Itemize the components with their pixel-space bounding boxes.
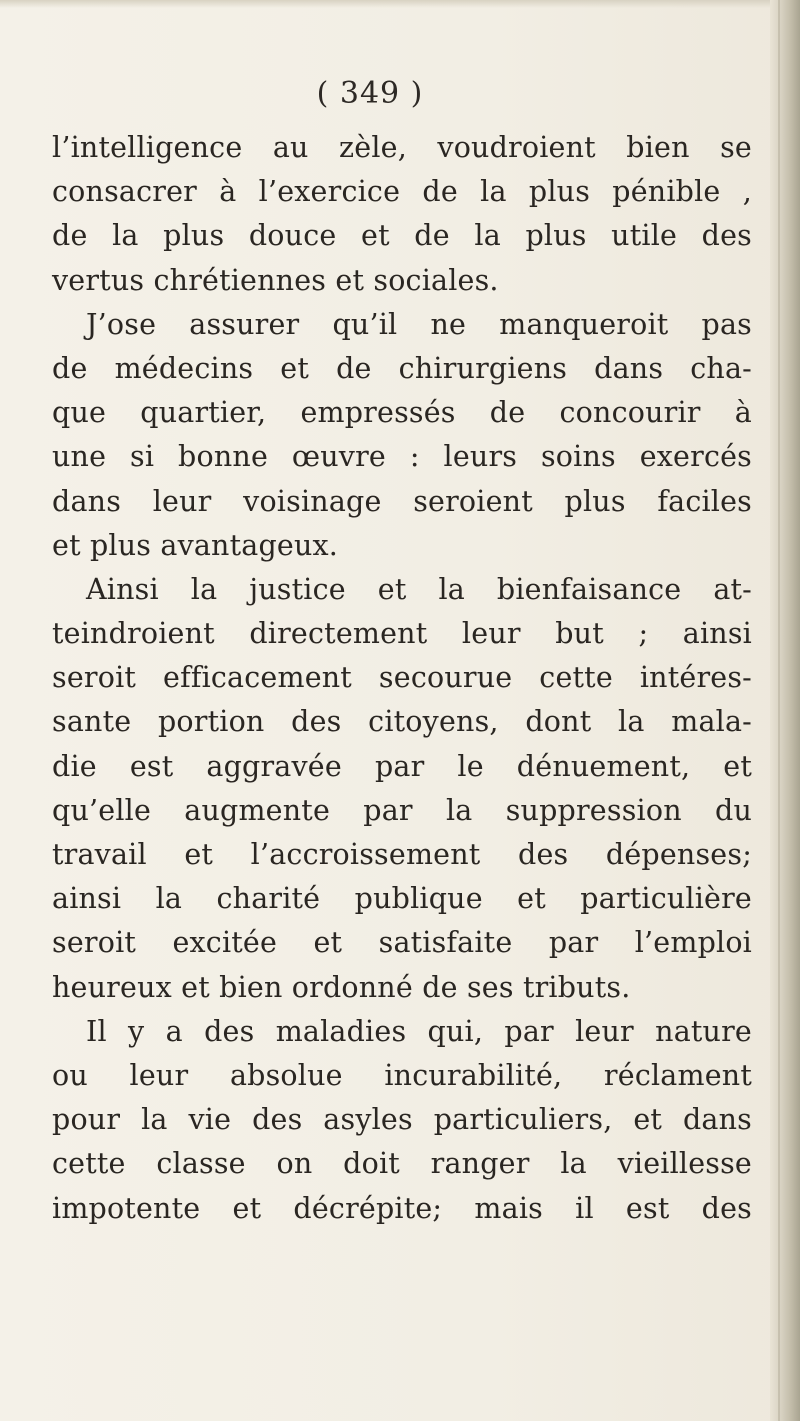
text-line: cette classe on doit ranger la vieillesse xyxy=(52,1147,752,1181)
page-top-edge xyxy=(0,0,800,8)
text-line: travail et l’accroissement des dépenses; xyxy=(52,838,752,871)
text-line: ou leur absolue incurabilité, réclament xyxy=(52,1058,752,1092)
page-number xyxy=(0,76,800,111)
text-line: vertus chrétiennes et sociales. xyxy=(52,263,499,297)
book-binding-edge xyxy=(770,0,800,1421)
text-line: une si bonne œuvre : leurs soins exercés xyxy=(52,440,752,474)
text-line: et plus avantageux. xyxy=(52,528,339,562)
text-line: seroit excitée et satisfaite par l’emploi xyxy=(52,926,752,960)
text-line: qu’elle augmente par la suppression du xyxy=(52,793,752,827)
text-line: que quartier, empressés de concourir à xyxy=(52,396,752,430)
text-line: J’ose assurer qu’il ne manqueroit pas xyxy=(86,307,752,341)
text-line: teindroient directement leur but ; ainsi xyxy=(52,617,752,651)
page-number-text: ( 349 ) xyxy=(316,76,424,111)
text-line: pour la vie des asyles particuliers, et dans xyxy=(52,1103,752,1137)
text-line: ainsi la charité publique et particulière xyxy=(52,882,752,916)
text-line: consacrer à l’exercice de la plus pénible , xyxy=(52,175,752,209)
text-line: Ainsi la justice et la bienfaisance at- xyxy=(86,572,752,606)
text-line: l’intelligence au zèle, voudroient bien se xyxy=(52,131,752,164)
body-text xyxy=(52,126,752,1231)
text-line: die est aggravée par le dénuement, et xyxy=(52,749,752,783)
text-line: dans leur voisinage seroient plus faciles xyxy=(52,484,752,518)
text-line: seroit efficacement secourue cette intéres- xyxy=(52,661,752,695)
text-line: impotente et décrépite; mais il est des xyxy=(52,1191,752,1225)
text-line: heureux et bien ordonné de ses tributs. xyxy=(52,970,631,1004)
text-line: Il y a des maladies qui, par leur nature xyxy=(86,1014,752,1048)
text-line: de médecins et de chirurgiens dans cha- xyxy=(52,351,752,385)
text-line: sante portion des citoyens, dont la mala- xyxy=(52,705,752,739)
text-line: de la plus douce et de la plus utile des xyxy=(52,219,752,253)
